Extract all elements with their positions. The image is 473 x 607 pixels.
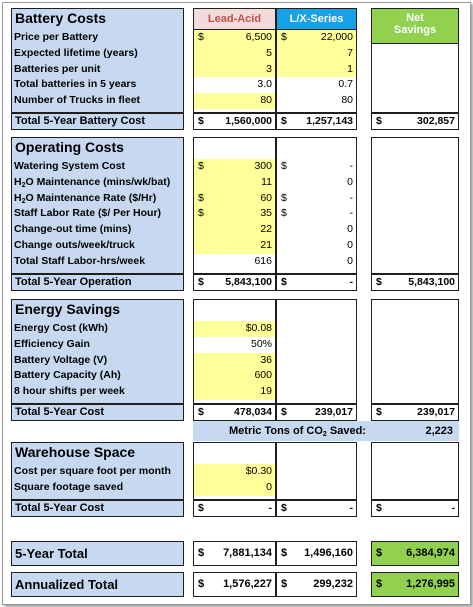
lead-acid-value — [194, 206, 275, 222]
label-text: Change-out time (mins) — [14, 223, 132, 236]
cell-value: 0 — [347, 175, 353, 188]
total-value: 5,843,100 — [408, 275, 455, 288]
row-label — [14, 254, 145, 270]
net-column-operating — [371, 137, 459, 274]
total-value: - — [349, 275, 353, 288]
total-label: Total 5-Year Cost — [15, 501, 105, 514]
lead-acid-value — [194, 62, 275, 78]
label-text: O Maintenance Rate ($/Hr) — [25, 191, 157, 204]
dollar-sign: $ — [198, 275, 204, 288]
lead-acid-value — [194, 337, 275, 353]
dollar-sign: $ — [376, 115, 382, 127]
total-lead-acid — [193, 274, 276, 291]
lead-acid-value — [194, 77, 275, 93]
lead-acid-value — [194, 368, 275, 384]
lead-acid-value — [194, 175, 275, 191]
lx-series-value — [277, 191, 356, 207]
cell-value: 0 — [347, 223, 353, 236]
dollar-sign: $ — [281, 406, 287, 418]
cell-value: 5 — [266, 46, 272, 59]
total-label-cell — [11, 404, 184, 421]
annualized-total-lead-acid — [193, 572, 276, 597]
lx-series-value — [277, 46, 356, 62]
cell-value: 6,500 — [245, 31, 272, 43]
total-value: 1,257,143 — [306, 115, 353, 127]
dollar-sign: $ — [281, 207, 287, 220]
cell-value: $0.30 — [245, 465, 272, 477]
lx-series-value — [277, 62, 356, 78]
cell-value: - — [349, 207, 353, 220]
lead-acid-value — [194, 46, 275, 62]
cell-value: 22,000 — [320, 31, 353, 43]
five-year-total-net-savings — [371, 541, 459, 566]
row-label: Expected lifetime (years) — [14, 46, 138, 59]
lead-acid-value — [194, 191, 275, 207]
cell-value: 3 — [266, 62, 272, 75]
row-label: Number of Trucks in fleet — [14, 94, 141, 107]
dollar-sign: $ — [376, 501, 382, 514]
row-label — [14, 191, 156, 207]
row-label: Battery Capacity (Ah) — [14, 369, 121, 382]
lead-acid-value — [194, 353, 275, 369]
lead-acid-header: Lead-Acid — [193, 8, 276, 30]
cell-value: 11 — [261, 175, 272, 188]
dollar-sign: $ — [198, 207, 204, 220]
total-value: 1,560,000 — [225, 115, 272, 127]
dollar-sign: $ — [198, 115, 204, 127]
lx-series-value — [277, 30, 356, 46]
label-subscript: 2 — [21, 197, 26, 205]
section-title: Warehouse Space — [15, 444, 136, 460]
annualized-total-label: Annualized Total — [15, 577, 119, 592]
row-label — [14, 175, 170, 191]
lead-acid-value — [194, 480, 275, 496]
cell-value: 1 — [347, 62, 353, 75]
annualized-total-lx-series-value: 299,232 — [313, 578, 353, 590]
label-text: H — [14, 175, 22, 188]
five-year-total-lead-acid — [193, 541, 276, 566]
cell-value: 22 — [260, 223, 272, 236]
net-column-warehouse — [371, 442, 459, 500]
cell-value: $0.08 — [245, 322, 272, 334]
row-label: 8 hour shifts per week — [14, 385, 125, 398]
dollar-sign: $ — [198, 191, 204, 204]
lead-acid-value — [194, 254, 275, 270]
lead-acid-value — [194, 321, 275, 337]
dollar-sign: $ — [281, 501, 287, 514]
row-label: Square footage saved — [14, 480, 124, 493]
row-label: Battery Voltage (V) — [14, 353, 108, 366]
total-net-savings — [371, 500, 459, 517]
cell-value: 0 — [347, 239, 353, 251]
dollar-sign: $ — [281, 31, 287, 43]
row-label — [14, 222, 131, 238]
annualized-total-net-savings-value: 1,276,995 — [406, 578, 455, 590]
total-label: Total 5-Year Cost — [15, 406, 105, 418]
lx-series-header: L/X-Series — [276, 8, 357, 30]
dollar-sign: $ — [281, 547, 288, 559]
co2-subscript: 2 — [322, 431, 327, 438]
cell-value: 21 — [260, 239, 272, 251]
total-lx-series — [276, 113, 357, 130]
total-lead-acid — [193, 500, 276, 517]
total-value: - — [349, 501, 353, 514]
lx-series-value — [277, 159, 356, 175]
cell-value: 36 — [260, 353, 272, 366]
total-value: 5,843,100 — [225, 275, 272, 288]
cell-value: 600 — [254, 369, 272, 382]
total-label-cell — [11, 113, 184, 130]
five-year-total-label-cell — [11, 541, 184, 566]
label-text: Total Staff Labor-hrs/week — [14, 254, 146, 267]
total-label: Total 5-Year Operation — [15, 275, 132, 288]
section-title: Battery Costs — [15, 10, 107, 26]
total-label-cell — [11, 500, 184, 517]
cell-value: - — [349, 160, 353, 172]
co2-label-text: Metric Tons of CO — [229, 425, 323, 437]
annualized-total-lead-acid-value: 1,576,227 — [223, 578, 272, 590]
dollar-sign: $ — [281, 191, 287, 204]
dollar-sign: $ — [281, 160, 287, 172]
total-value: - — [268, 501, 272, 514]
total-net-savings — [371, 404, 459, 421]
lx-series-value — [277, 77, 356, 93]
total-value: - — [451, 501, 455, 514]
total-lx-series — [276, 274, 357, 291]
label-text: Change outs/week/truck — [14, 239, 135, 251]
five-year-total-label: 5-Year Total — [15, 546, 88, 561]
cell-value: 19 — [260, 385, 272, 398]
cell-value: 80 — [260, 94, 272, 107]
dollar-sign: $ — [198, 406, 204, 418]
dollar-sign: $ — [281, 275, 287, 288]
row-label: Total batteries in 5 years — [14, 78, 137, 91]
lx-column-warehouse — [276, 442, 357, 500]
total-label: Total 5-Year Battery Cost — [15, 115, 146, 127]
lead-acid-value — [194, 159, 275, 175]
cell-value: 616 — [254, 254, 272, 267]
total-value: 239,017 — [417, 406, 455, 418]
cell-value: 0 — [347, 254, 353, 267]
total-net-savings — [371, 113, 459, 130]
total-value: 302,857 — [417, 115, 455, 127]
five-year-total-lx-series — [276, 541, 357, 566]
total-value: 239,017 — [315, 406, 353, 418]
total-lead-acid — [193, 404, 276, 421]
cell-value: 3.0 — [257, 78, 272, 91]
row-label: Cost per square foot per month — [14, 465, 171, 477]
annualized-total-net-savings — [371, 572, 459, 597]
dollar-sign: $ — [376, 275, 382, 288]
dollar-sign: $ — [198, 160, 204, 172]
lead-acid-value — [194, 238, 275, 254]
dollar-sign: $ — [198, 578, 205, 590]
lx-series-value — [277, 222, 356, 238]
cell-value: 7 — [347, 46, 353, 59]
lx-series-value — [277, 238, 356, 254]
dollar-sign: $ — [376, 547, 383, 559]
net-column-energy — [371, 299, 459, 404]
co2-label-text: Saved: — [326, 425, 366, 437]
net-savings-header: Net Savings — [371, 8, 459, 44]
cell-value: 80 — [341, 94, 353, 107]
dollar-sign: $ — [198, 501, 204, 514]
dollar-sign: $ — [376, 578, 383, 590]
dollar-sign: $ — [376, 406, 382, 418]
row-label: Energy Cost (kWh) — [14, 322, 108, 334]
cell-value: 0.7 — [338, 78, 353, 91]
total-value: 478,034 — [234, 406, 272, 418]
cell-value: 300 — [254, 160, 272, 172]
row-label: Batteries per unit — [14, 62, 101, 75]
label-text: Staff Labor Rate ($/ Per Hour) — [14, 207, 162, 220]
five-year-total-lx-series-value: 1,496,160 — [304, 547, 353, 559]
section-title: Energy Savings — [15, 301, 121, 317]
row-label: Price per Battery — [14, 31, 99, 43]
total-net-savings — [371, 274, 459, 291]
lead-acid-value — [194, 464, 275, 480]
five-year-total-lead-acid-value: 7,881,134 — [223, 547, 272, 559]
cell-value: - — [349, 191, 353, 204]
annualized-total-label-cell — [11, 572, 184, 597]
label-text: H — [14, 191, 22, 204]
lx-series-value — [277, 175, 356, 191]
co2-value: 2,223 — [425, 425, 453, 437]
lx-column-energy — [276, 299, 357, 404]
row-label: Efficiency Gain — [14, 337, 90, 350]
dollar-sign: $ — [281, 578, 288, 590]
label-subscript: 2 — [21, 181, 26, 189]
total-lx-series — [276, 404, 357, 421]
total-lead-acid — [193, 113, 276, 130]
lx-series-value — [277, 206, 356, 222]
total-lx-series — [276, 500, 357, 517]
dollar-sign: $ — [198, 547, 205, 559]
total-label-cell — [11, 274, 184, 291]
co2-saved-row — [193, 421, 459, 441]
five-year-total-net-savings-value: 6,384,974 — [406, 547, 455, 559]
lead-acid-value — [194, 384, 275, 400]
lx-series-value — [277, 93, 356, 109]
cell-value: 0 — [266, 480, 272, 493]
lead-acid-value — [194, 222, 275, 238]
cell-value: 35 — [260, 207, 272, 220]
lead-acid-value — [194, 93, 275, 109]
section-title: Operating Costs — [15, 139, 124, 155]
lead-acid-value — [194, 30, 275, 46]
label-text: O Maintenance (mins/wk/bat) — [25, 175, 171, 188]
cell-value: 50% — [250, 337, 272, 350]
lx-series-value — [277, 254, 356, 270]
row-label — [14, 159, 125, 175]
cell-value: 60 — [260, 191, 272, 204]
dollar-sign: $ — [198, 31, 204, 43]
label-text: Watering System Cost — [14, 160, 126, 172]
dollar-sign: $ — [281, 115, 287, 127]
row-label — [14, 238, 135, 254]
row-label — [14, 206, 161, 222]
annualized-total-lx-series — [276, 572, 357, 597]
